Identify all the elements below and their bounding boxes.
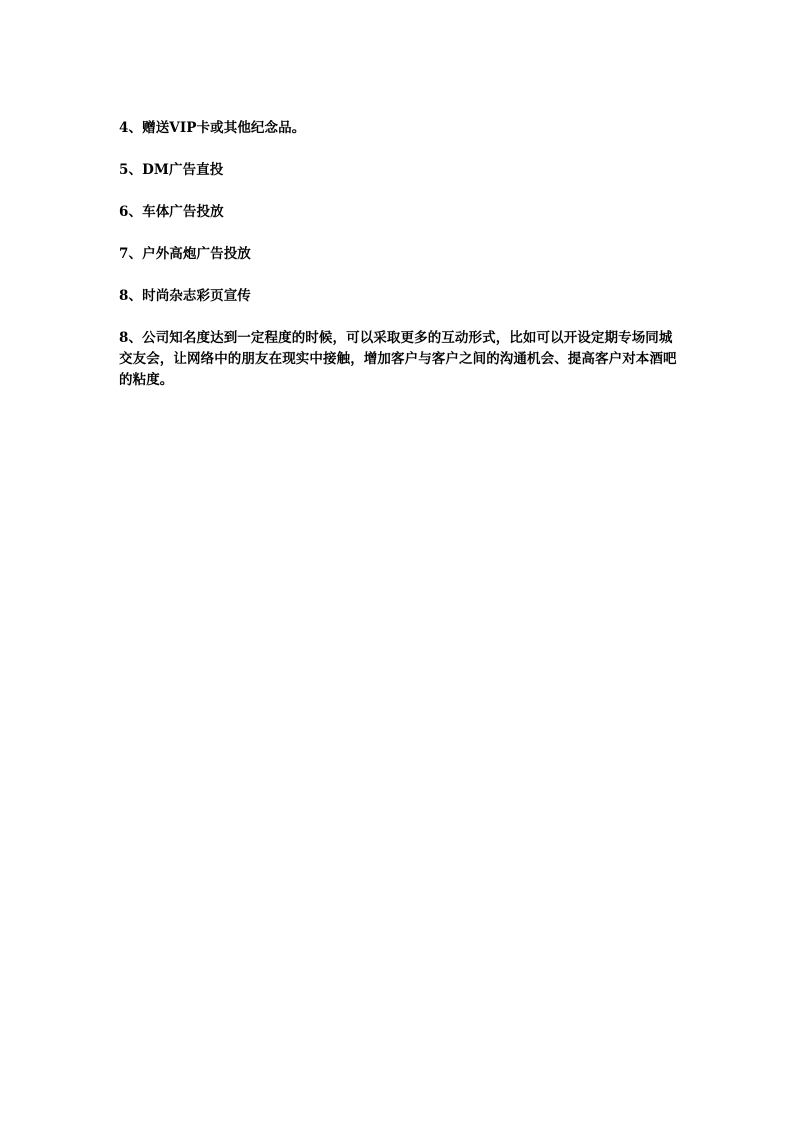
list-item-vip-card: 4、赠送VIP卡或其他纪念品。 [119,120,306,136]
document-body [119,118,681,391]
paragraph-interaction-plan: 8、公司知名度达到一定程度的时候，可以采取更多的互动形式，比如可以开设定期专场同城交友会，让网络中的朋友在现实中接触，增加客户与客户之间的沟通机会、提高客户对本酒吧的粘度。 [119,330,677,388]
list-item-vehicle-ads: 6、车体广告投放 [119,204,224,220]
list-item-magazine-ads: 8、时尚杂志彩页宣传 [119,288,251,304]
list-item-dm-ads: 5、DM广告直投 [119,162,224,178]
list-item-billboard-ads: 7、户外高炮广告投放 [119,246,251,262]
